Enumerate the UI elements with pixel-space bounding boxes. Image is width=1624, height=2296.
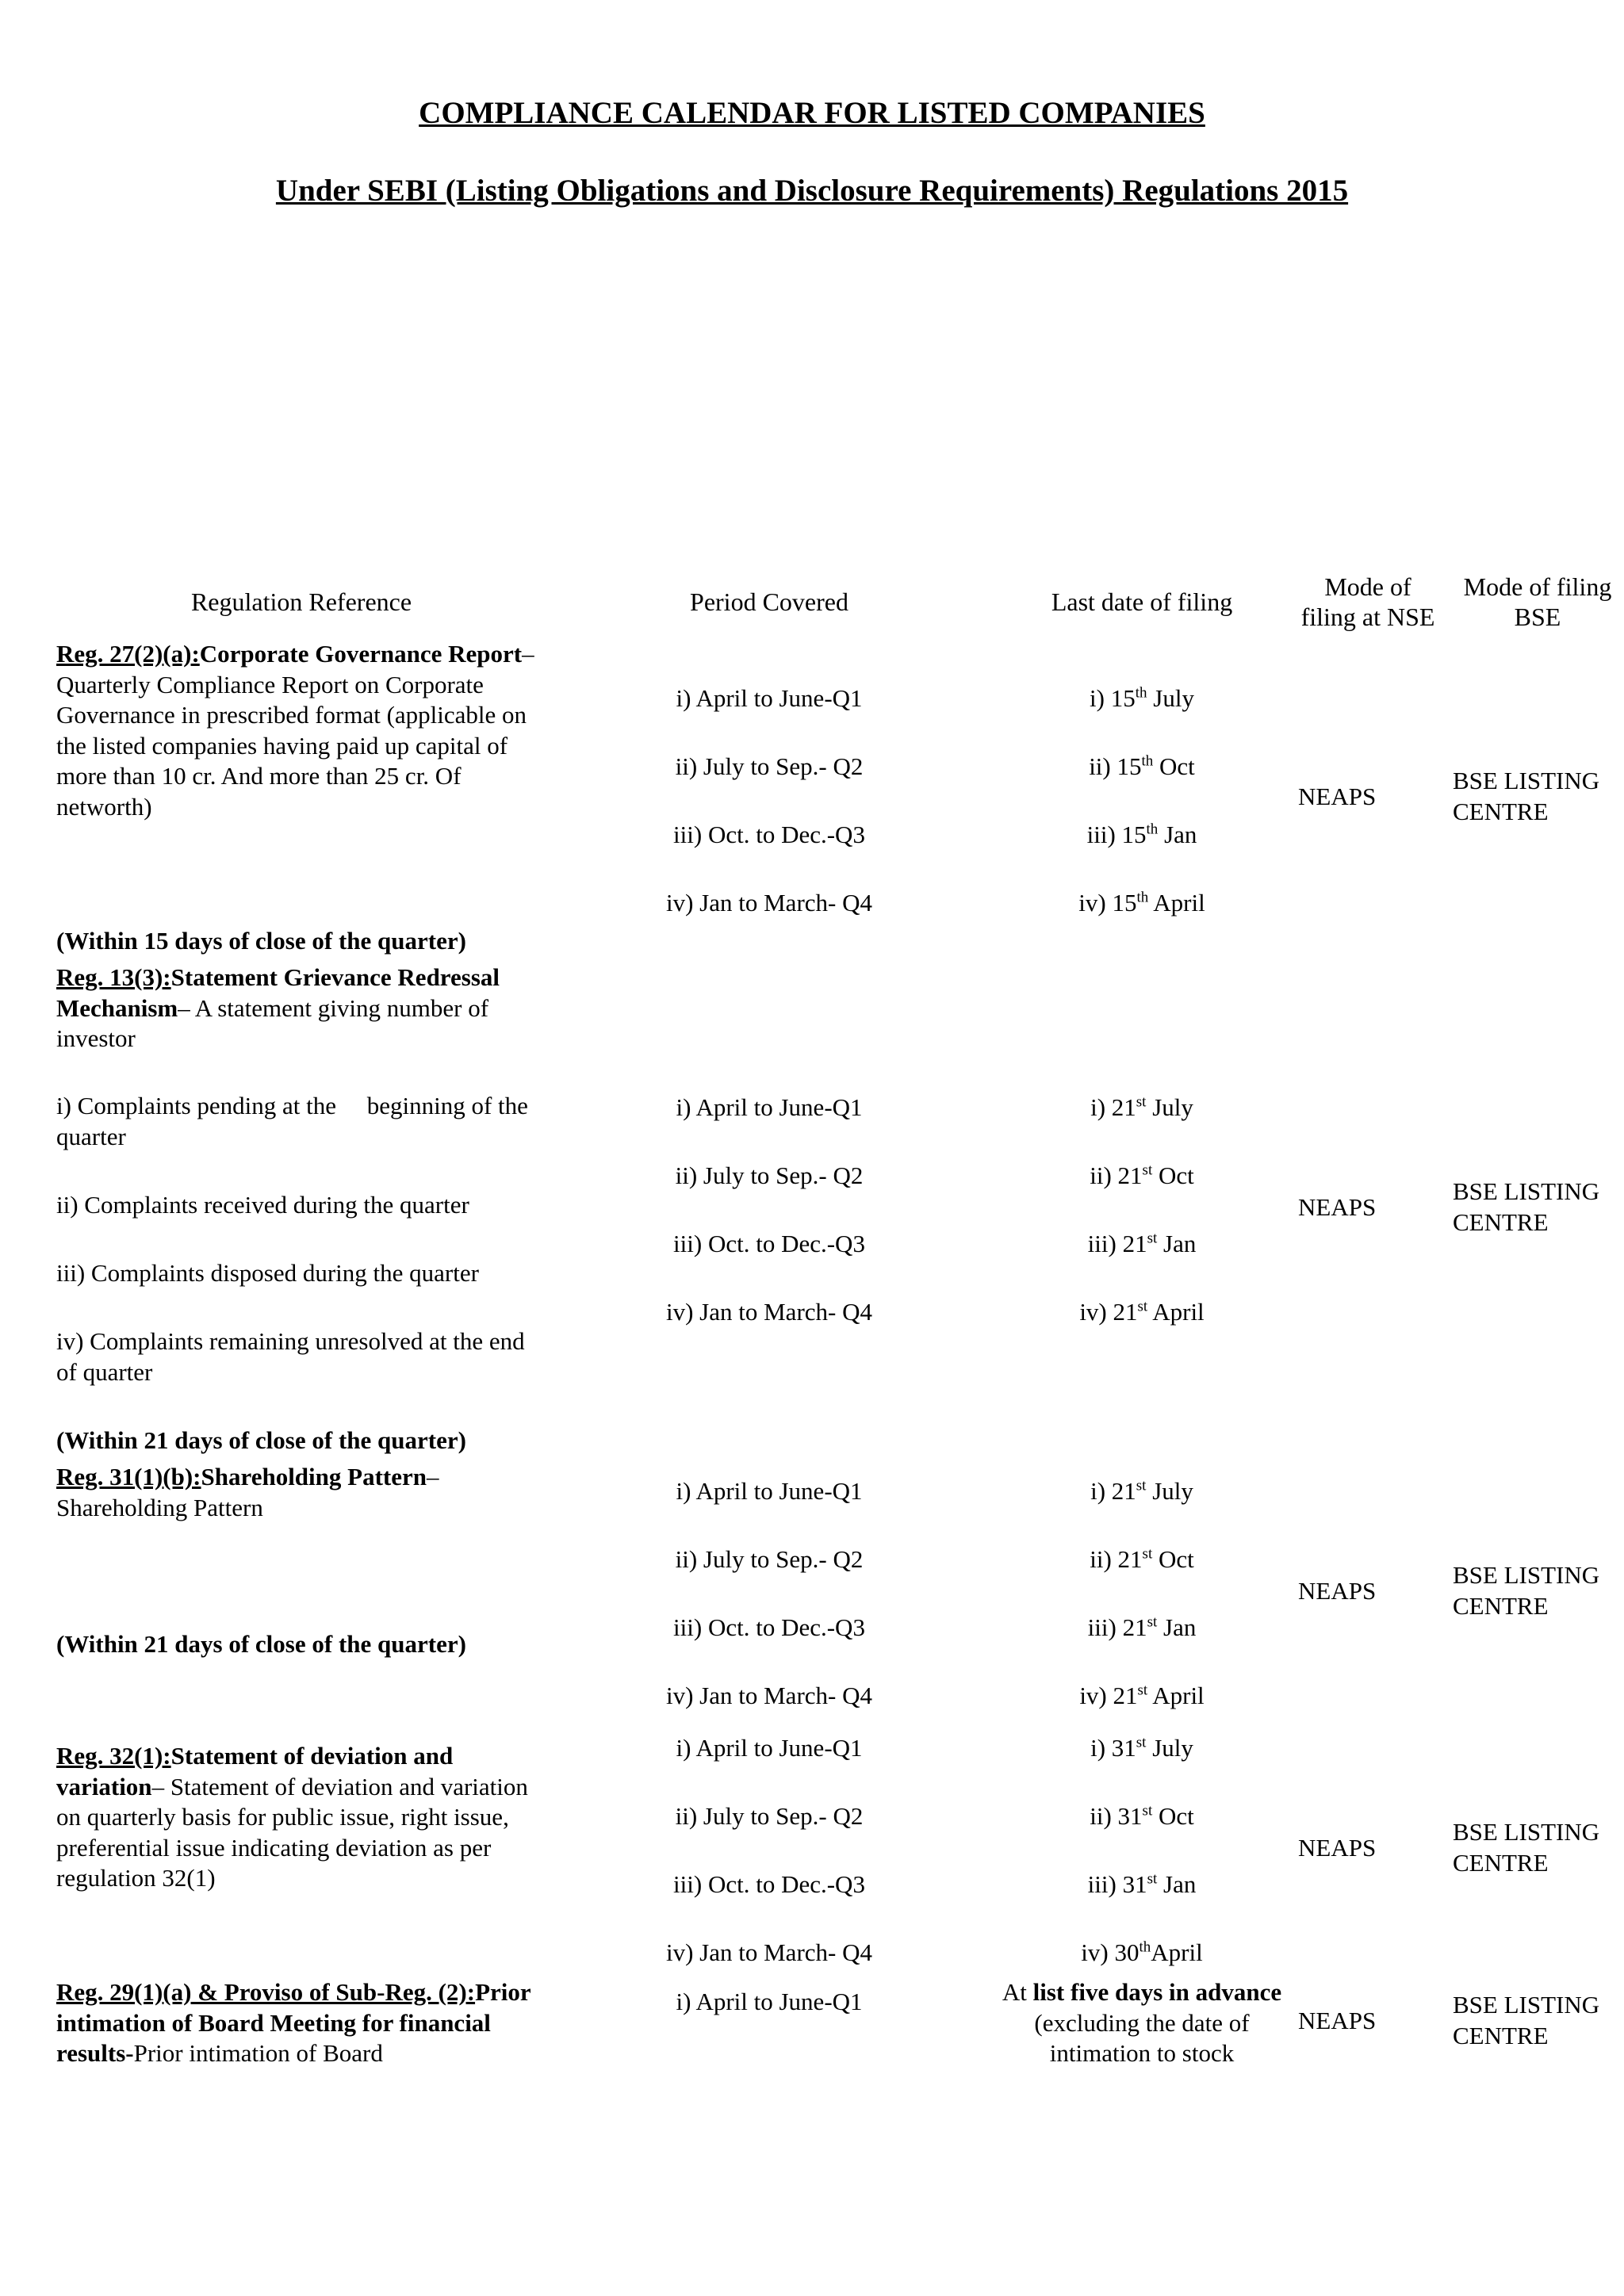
period-q2: ii) July to Sep.- Q2 (675, 1161, 864, 1189)
mode-nse: NEAPS (1298, 2007, 1377, 2034)
last-date-q2: ii) 15th Oct (1089, 752, 1195, 780)
period-q2: ii) July to Sep.- Q2 (675, 1545, 864, 1573)
regulation-description: – Shareholding Pattern (56, 1463, 439, 1521)
last-date-q4: iv) 21st April (1079, 1682, 1205, 1709)
list-item: iv) Complaints remaining unresolved at the end of quarter (56, 1327, 525, 1386)
list-item: ii) Complaints received during the quarter (56, 1191, 469, 1219)
last-date-q1: i) 15th July (1090, 684, 1194, 712)
last-date-q1: i) 21st July (1090, 1477, 1193, 1505)
regulation-ref: Reg. 13(3): (56, 963, 171, 991)
regulation-ref: Reg. 27(2)(a): (56, 640, 200, 668)
last-date-q4: iv) 21st April (1079, 1298, 1205, 1326)
mode-bse: BSE LISTING CENTRE (1453, 1177, 1600, 1236)
period-q1: i) April to June-Q1 (676, 1093, 863, 1121)
list-item: i) Complaints pending at the beginning of the quarter (56, 1092, 534, 1150)
period-q4: iv) Jan to March- Q4 (666, 1938, 872, 1966)
mode-nse: NEAPS (1298, 1193, 1377, 1221)
header-period-covered: Period Covered (690, 587, 848, 616)
regulation-description: Prior intimation of Board (133, 2039, 383, 2067)
regulation-ref: Reg. 31(1)(b): (56, 1463, 201, 1490)
last-date-q3: iii) 21st Jan (1087, 1613, 1197, 1641)
regulation-entry (56, 1977, 548, 2069)
list-item: iii) Complaints disposed during the quarter (56, 1259, 479, 1287)
header-mode-bse (1451, 572, 1624, 632)
filing-deadline-note: (Within 15 days of close of the quarter) (56, 927, 466, 955)
regulation-ref: Reg. 32(1): (56, 1742, 171, 1770)
header-regulation-reference: Regulation Reference (190, 587, 412, 616)
regulation-heading: Statement Grievance Redressal Mechanism (56, 963, 500, 1022)
header-mode-nse (1285, 572, 1451, 632)
header-mode-bse-line1: Mode of filing (1463, 572, 1612, 601)
period-q3: iii) Oct. to Dec.-Q3 (673, 1613, 865, 1641)
regulation-ref: Reg. 29(1)(a) & Proviso of Sub-Reg. (2): (56, 1978, 476, 2006)
period-q4: iv) Jan to March- Q4 (666, 889, 872, 916)
regulation-description: – Quarterly Compliance Report on Corporate Governance in prescribed format (applicable on the listed companies having paid up capital of more than 10 cr. And more than 25 cr. Of networth) (56, 640, 534, 821)
regulation-heading: Statement of deviation and variation (56, 1742, 454, 1800)
regulation-heading: Corporate Governance Report (199, 640, 523, 668)
regulation-heading: Shareholding Pattern (201, 1463, 427, 1490)
period-q3: iii) Oct. to Dec.-Q3 (673, 1870, 865, 1898)
last-date-q1: i) 31st July (1090, 1734, 1193, 1762)
mode-bse: BSE LISTING CENTRE (1453, 1991, 1600, 2049)
document-title: COMPLIANCE CALENDAR FOR LISTED COMPANIES (419, 96, 1205, 130)
mode-bse: BSE LISTING CENTRE (1453, 1818, 1600, 1877)
last-date-q3: iii) 15th Jan (1086, 821, 1197, 848)
mode-bse: BSE LISTING CENTRE (1453, 767, 1600, 825)
last-date-q2: ii) 21st Oct (1090, 1545, 1194, 1573)
period-q1: i) April to June-Q1 (676, 1988, 863, 2015)
last-date-q2: ii) 21st Oct (1090, 1161, 1194, 1189)
regulation-description: – Statement of deviation and variation on quarterly basis for public issue, right issue, preferential issue indicating deviation as per regulation 32(1) (56, 1772, 528, 1892)
mode-nse: NEAPS (1298, 1577, 1377, 1605)
last-date-advance-notice: At list five days in advance (excluding the date of intimation to stock (1002, 1978, 1282, 2067)
period-q2: ii) July to Sep.- Q2 (675, 1802, 864, 1830)
filing-deadline-note: (Within 21 days of close of the quarter) (56, 1426, 466, 1454)
last-date-q4: iv) 15th April (1078, 889, 1205, 916)
regulation-entry (56, 639, 548, 822)
period-q1: i) April to June-Q1 (676, 684, 863, 712)
header-mode-nse-line2: filing at NSE (1300, 603, 1435, 631)
regulation-description: – A statement giving number of investor (56, 993, 489, 1052)
regulation-heading: Prior intimation of Board Meeting for financial results- (56, 1978, 531, 2067)
period-q3: iii) Oct. to Dec.-Q3 (673, 1230, 865, 1257)
regulation-entry (56, 1741, 548, 1894)
mode-bse: BSE LISTING CENTRE (1453, 1561, 1600, 1620)
regulation-entry (56, 962, 548, 1054)
period-q1: i) April to June-Q1 (676, 1477, 863, 1505)
last-date-q1: i) 21st July (1090, 1093, 1193, 1121)
period-q4: iv) Jan to March- Q4 (666, 1298, 872, 1326)
filing-deadline-note: (Within 21 days of close of the quarter) (56, 1630, 466, 1658)
last-date-q2: ii) 31st Oct (1090, 1802, 1194, 1830)
mode-nse: NEAPS (1298, 1834, 1377, 1862)
period-q2: ii) July to Sep.- Q2 (675, 752, 864, 780)
regulation-entry (56, 1462, 548, 1523)
last-date-q3: iii) 21st Jan (1087, 1230, 1197, 1257)
period-q1: i) April to June-Q1 (676, 1734, 863, 1762)
period-q3: iii) Oct. to Dec.-Q3 (673, 821, 865, 848)
header-mode-nse-line1: Mode of (1324, 572, 1411, 601)
mode-nse: NEAPS (1298, 783, 1377, 810)
header-last-date: Last date of filing (1051, 587, 1233, 616)
last-date-q3: iii) 31st Jan (1087, 1870, 1197, 1898)
header-mode-bse-line2: BSE (1514, 603, 1561, 631)
period-q4: iv) Jan to March- Q4 (666, 1682, 872, 1709)
last-date-q4: iv) 30thApril (1081, 1938, 1203, 1966)
document-subtitle: Under SEBI (Listing Obligations and Disclosure Requirements) Regulations 2015 (275, 174, 1349, 208)
